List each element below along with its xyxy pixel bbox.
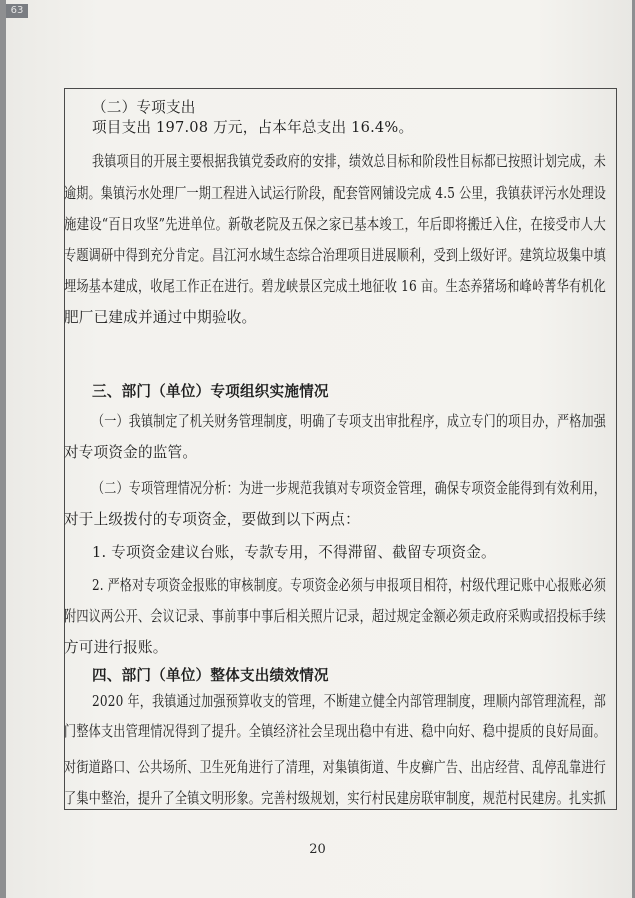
paragraph-line: 逾期。集镇污水处理厂一期工程进入试运行阶段，配套管网铺设完成 4.5 公里，我镇获评污水处理设	[64, 185, 607, 202]
paragraph-line: 了集中整治，提升了全镇文明形象。完善村级规划，实行村民建房联审制度，规范村民建房。扎实抓	[64, 790, 606, 807]
paragraph-line: 对于上级拨付的专项资金，要做到以下两点：	[64, 511, 360, 528]
paragraph-line: 肥厂已建成并通过中期验收。	[64, 309, 257, 326]
paragraph-line: 埋场基本建成，收尾工作正在进行。碧龙峡景区完成土地征收 16 亩。生态养猪场和峰岭菁华有机化	[64, 278, 606, 295]
paragraph-line: 项目支出 197.08 万元，占本年总支出 16.4%。	[92, 119, 414, 136]
paragraph-line: （二）专项管理情况分析：为进一步规范我镇对专项资金管理，确保专项资金能得到有效利用，	[92, 480, 606, 497]
paragraph-line: 2020 年，我镇通过加强预算收支的管理，不断建立健全内部管理制度，理顺内部管理流程，部	[92, 693, 607, 710]
paragraph-line: 对街道路口、公共场所、卫生死角进行了清理，对集镇街道、牛皮癣广告、出店经营、乱停乱靠进行	[64, 759, 606, 776]
corner-page-mark: 63	[6, 4, 28, 18]
paragraph-line: 专题调研中得到充分肯定。昌江河水域生态综合治理项目进展顺利，受到上级好评。建筑垃圾集中填	[64, 247, 606, 264]
paragraph-line: 1. 专项资金建议台账，专款专用，不得滞留、截留专项资金。	[92, 544, 496, 561]
paragraph-line: 门整体支出管理情况得到了提升。全镇经济社会呈现出稳中有进、稳中向好、稳中提质的良好局面。	[64, 723, 606, 740]
page-number: 20	[309, 842, 326, 857]
paragraph-line: 施建设“百日攻坚”先进单位。新敬老院及五保之家已基本竣工，年后即将搬迁入住，在接受市人大	[64, 216, 606, 233]
paragraph-line: 附四议两公开、会议记录、事前事中事后相关照片记录，超过规定金额必须走政府采购或招投标手续	[64, 608, 606, 625]
paragraph-line: 对专项资金的监管。	[64, 444, 198, 461]
section-heading: 四、部门（单位）整体支出绩效情况	[92, 667, 329, 684]
paragraph-line: （一）我镇制定了机关财务管理制度，明确了专项支出审批程序，成立专门的项目办，严格加强	[92, 413, 606, 430]
paragraph-line: 2. 严格对专项资金报账的审核制度。专项资金必须与申报项目相符，村级代理记账中心报账必须	[92, 577, 607, 594]
section-heading: 三、部门（单位）专项组织实施情况	[92, 383, 329, 400]
paragraph-line: 方可进行报账。	[64, 639, 168, 656]
paragraph-line: 我镇项目的开展主要根据我镇党委政府的安排，绩效总目标和阶段性目标都已按照计划完成，未	[92, 153, 606, 170]
paragraph-line: （二）专项支出	[92, 99, 196, 116]
